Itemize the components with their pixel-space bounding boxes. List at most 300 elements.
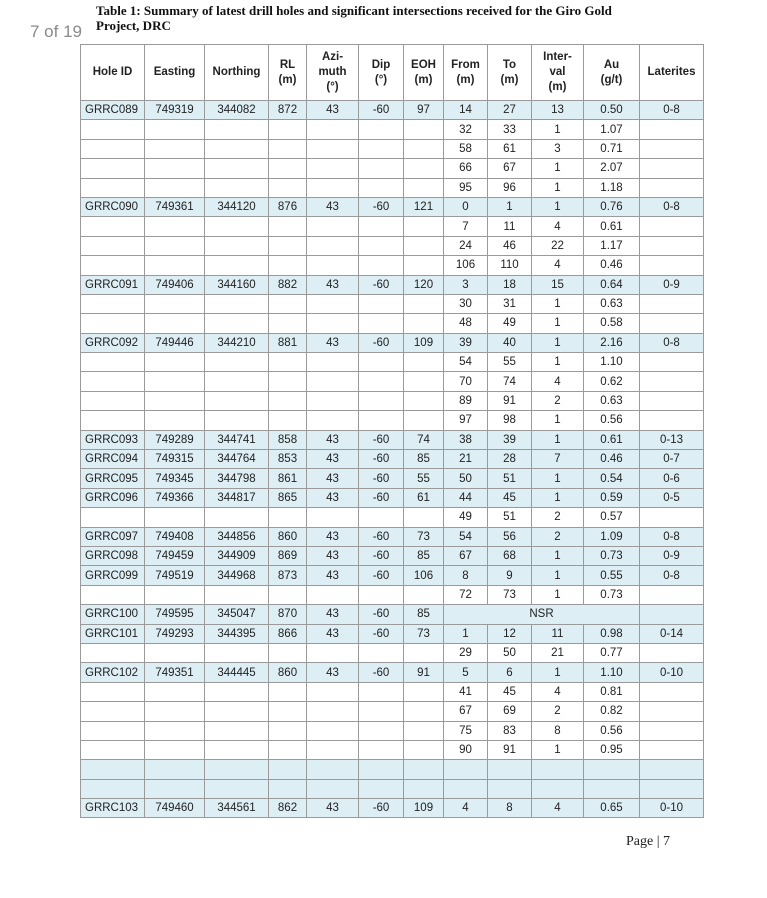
table-cell: 50 <box>444 469 488 488</box>
table-cell: -60 <box>359 469 404 488</box>
table-cell <box>307 294 359 313</box>
table-cell: 30 <box>444 294 488 313</box>
column-header <box>640 45 704 101</box>
table-cell <box>145 372 205 391</box>
table-cell <box>640 605 704 624</box>
table-cell <box>269 411 307 430</box>
table-cell: 74 <box>488 372 532 391</box>
table-cell: 43 <box>307 799 359 818</box>
table-cell: GRRC090 <box>81 197 145 216</box>
table-cell <box>81 702 145 721</box>
column-header-text: (m) <box>456 73 475 86</box>
table-cell: 73 <box>404 527 444 546</box>
table-row <box>81 605 704 624</box>
table-cell: 0.46 <box>584 450 640 469</box>
table-row <box>81 294 704 313</box>
table-cell: 870 <box>269 605 307 624</box>
table-cell: -60 <box>359 605 404 624</box>
table-cell: 44 <box>444 488 488 507</box>
table-cell <box>81 760 145 779</box>
table-row <box>81 508 704 527</box>
table-cell <box>307 372 359 391</box>
table-cell <box>359 120 404 139</box>
table-row <box>81 120 704 139</box>
table-row <box>81 353 704 372</box>
column-header-text: Hole ID <box>92 66 133 78</box>
table-cell: 56 <box>488 527 532 546</box>
table-cell <box>269 372 307 391</box>
table-cell <box>145 740 205 759</box>
table-cell: 61 <box>404 488 444 507</box>
column-header-text: To <box>502 58 517 71</box>
table-cell: 0.95 <box>584 740 640 759</box>
table-cell: 49 <box>488 314 532 333</box>
table-cell <box>145 508 205 527</box>
table-cell: 0.81 <box>584 682 640 701</box>
table-cell: 67 <box>444 546 488 565</box>
table-cell: 1 <box>532 197 584 216</box>
table-cell <box>307 236 359 255</box>
table-cell: 345047 <box>205 605 269 624</box>
table-cell: 0-8 <box>640 101 704 120</box>
table-cell <box>640 217 704 236</box>
table-cell: 8 <box>444 566 488 585</box>
table-cell: 344741 <box>205 430 269 449</box>
table-cell: 0.58 <box>584 314 640 333</box>
table-cell <box>269 159 307 178</box>
table-cell: 2.16 <box>584 333 640 352</box>
table-cell: 0.56 <box>584 411 640 430</box>
table-cell: GRRC092 <box>81 333 145 352</box>
table-cell <box>532 760 584 779</box>
column-header <box>359 45 404 101</box>
table-cell: GRRC102 <box>81 663 145 682</box>
table-row <box>81 197 704 216</box>
table-cell: -60 <box>359 663 404 682</box>
table-row <box>81 702 704 721</box>
table-row <box>81 430 704 449</box>
table-cell <box>145 256 205 275</box>
table-cell: 70 <box>444 372 488 391</box>
page-number: Page | 7 <box>626 834 671 849</box>
table-cell: GRRC094 <box>81 450 145 469</box>
table-cell: 95 <box>444 178 488 197</box>
table-cell: 344856 <box>205 527 269 546</box>
table-cell <box>269 314 307 333</box>
table-cell: 91 <box>404 663 444 682</box>
table-row <box>81 566 704 585</box>
table-cell: 344160 <box>205 275 269 294</box>
table-cell: -60 <box>359 566 404 585</box>
table-cell <box>307 740 359 759</box>
table-cell <box>640 508 704 527</box>
table-cell <box>359 353 404 372</box>
table-cell: 0-8 <box>640 566 704 585</box>
table-cell <box>307 508 359 527</box>
table-cell <box>205 236 269 255</box>
table-cell: 85 <box>404 450 444 469</box>
table-cell: 749595 <box>145 605 205 624</box>
table-cell: 0.98 <box>584 624 640 643</box>
table-cell: 4 <box>532 256 584 275</box>
table-cell: 22 <box>532 236 584 255</box>
table-row <box>81 372 704 391</box>
table-cell: 1 <box>532 178 584 197</box>
table-cell <box>205 702 269 721</box>
table-cell <box>404 508 444 527</box>
table-cell <box>640 120 704 139</box>
table-cell: 55 <box>488 353 532 372</box>
table-cell <box>145 236 205 255</box>
table-cell <box>145 760 205 779</box>
column-header-text: Easting <box>153 66 196 78</box>
table-cell <box>205 139 269 158</box>
table-cell <box>359 508 404 527</box>
table-cell <box>205 178 269 197</box>
table-cell <box>640 236 704 255</box>
table-cell <box>307 411 359 430</box>
table-cell <box>205 256 269 275</box>
column-header <box>584 45 640 101</box>
column-header-text: (g/t) <box>600 73 623 86</box>
table-cell <box>307 217 359 236</box>
table-cell: -60 <box>359 275 404 294</box>
table-row <box>81 779 704 798</box>
column-header <box>404 45 444 101</box>
table-cell: 21 <box>444 450 488 469</box>
table-cell <box>307 702 359 721</box>
table-cell: 749289 <box>145 430 205 449</box>
table-cell <box>81 314 145 333</box>
table-cell <box>640 159 704 178</box>
table-cell: 43 <box>307 469 359 488</box>
table-cell: 344968 <box>205 566 269 585</box>
table-cell: 27 <box>488 101 532 120</box>
table-cell: 881 <box>269 333 307 352</box>
table-cell <box>205 508 269 527</box>
table-cell: 43 <box>307 605 359 624</box>
table-cell <box>205 314 269 333</box>
table-cell <box>640 702 704 721</box>
table-cell: 1 <box>532 353 584 372</box>
table-cell: 121 <box>404 197 444 216</box>
table-cell: 344764 <box>205 450 269 469</box>
table-cell <box>269 139 307 158</box>
table-cell: 43 <box>307 101 359 120</box>
table-cell: 12 <box>488 624 532 643</box>
column-header <box>81 45 145 101</box>
table-cell: 861 <box>269 469 307 488</box>
table-cell <box>359 178 404 197</box>
table-cell: 68 <box>488 546 532 565</box>
table-cell <box>444 760 488 779</box>
table-cell <box>205 411 269 430</box>
table-cell: 0.73 <box>584 585 640 604</box>
table-cell <box>359 411 404 430</box>
table-cell: 1 <box>532 411 584 430</box>
table-cell: 749406 <box>145 275 205 294</box>
table-cell <box>81 411 145 430</box>
table-cell: 97 <box>404 101 444 120</box>
table-cell: 43 <box>307 488 359 507</box>
table-cell: GRRC097 <box>81 527 145 546</box>
table-row <box>81 275 704 294</box>
table-cell <box>81 585 145 604</box>
table-cell: 749315 <box>145 450 205 469</box>
table-cell <box>359 740 404 759</box>
table-cell: 0 <box>444 197 488 216</box>
table-cell <box>269 585 307 604</box>
table-cell: GRRC091 <box>81 275 145 294</box>
table-cell <box>532 779 584 798</box>
table-cell: 120 <box>404 275 444 294</box>
table-cell: 8 <box>488 799 532 818</box>
table-cell <box>81 139 145 158</box>
column-header-text: Laterites <box>647 66 696 78</box>
table-row <box>81 333 704 352</box>
table-cell <box>145 779 205 798</box>
table-cell: 91 <box>488 740 532 759</box>
table-cell <box>359 217 404 236</box>
table-cell: 749446 <box>145 333 205 352</box>
table-cell: 43 <box>307 333 359 352</box>
table-cell: 872 <box>269 101 307 120</box>
table-cell: 4 <box>532 372 584 391</box>
table-cell <box>81 721 145 740</box>
column-header-text: (°) <box>374 73 388 86</box>
table-row <box>81 721 704 740</box>
table-cell: 69 <box>488 702 532 721</box>
table-cell: 344120 <box>205 197 269 216</box>
table-cell <box>307 314 359 333</box>
table-cell: 2 <box>532 702 584 721</box>
table-cell: 0.65 <box>584 799 640 818</box>
table-cell: 0-6 <box>640 469 704 488</box>
table-cell: 749361 <box>145 197 205 216</box>
table-cell: 2 <box>532 391 584 410</box>
table-cell: 49 <box>444 508 488 527</box>
table-cell: -60 <box>359 488 404 507</box>
column-header <box>488 45 532 101</box>
table-cell: 51 <box>488 469 532 488</box>
table-cell: 67 <box>488 159 532 178</box>
table-cell: GRRC096 <box>81 488 145 507</box>
table-body <box>81 101 704 818</box>
table-cell: 1 <box>444 624 488 643</box>
table-row <box>81 101 704 120</box>
table-cell <box>269 120 307 139</box>
table-row <box>81 527 704 546</box>
table-cell <box>359 760 404 779</box>
table-cell: 7 <box>532 450 584 469</box>
table-cell: 749519 <box>145 566 205 585</box>
table-cell <box>404 256 444 275</box>
table-cell <box>640 178 704 197</box>
table-cell <box>359 682 404 701</box>
table-cell: 9 <box>488 566 532 585</box>
table-cell: 6 <box>488 663 532 682</box>
table-cell <box>640 760 704 779</box>
table-cell <box>359 372 404 391</box>
table-cell: 1 <box>532 120 584 139</box>
table-cell: 45 <box>488 682 532 701</box>
table-cell: 3 <box>444 275 488 294</box>
table-cell: 38 <box>444 430 488 449</box>
table-cell <box>307 585 359 604</box>
table-cell: 0.59 <box>584 488 640 507</box>
table-cell: 43 <box>307 430 359 449</box>
page-indicator: 7 of 19 <box>30 22 82 41</box>
table-cell <box>145 643 205 662</box>
table-cell: 0.63 <box>584 294 640 313</box>
table-cell <box>640 256 704 275</box>
table-cell: 0-8 <box>640 333 704 352</box>
table-cell: 14 <box>444 101 488 120</box>
table-cell <box>359 585 404 604</box>
table-cell: 4 <box>532 682 584 701</box>
table-cell <box>269 256 307 275</box>
table-cell: 749459 <box>145 546 205 565</box>
table-cell: 0.73 <box>584 546 640 565</box>
table-cell: 0.50 <box>584 101 640 120</box>
table-cell: 46 <box>488 236 532 255</box>
table-row <box>81 450 704 469</box>
table-cell: 8 <box>532 721 584 740</box>
table-cell <box>269 682 307 701</box>
table-cell: 0.76 <box>584 197 640 216</box>
column-header-text: Azi- <box>321 51 344 63</box>
table-cell: 29 <box>444 643 488 662</box>
table-row <box>81 391 704 410</box>
table-cell <box>145 217 205 236</box>
table-cell <box>145 120 205 139</box>
table-cell: 749293 <box>145 624 205 643</box>
table-cell: 43 <box>307 663 359 682</box>
table-cell <box>584 779 640 798</box>
table-cell <box>404 314 444 333</box>
table-cell: 1 <box>532 314 584 333</box>
column-header <box>307 45 359 101</box>
table-cell <box>404 391 444 410</box>
table-cell <box>404 760 444 779</box>
table-cell <box>145 721 205 740</box>
table-cell <box>359 391 404 410</box>
table-cell: 0.64 <box>584 275 640 294</box>
column-header-text: Northing <box>212 66 261 78</box>
column-header <box>532 45 584 101</box>
table-cell: 749366 <box>145 488 205 507</box>
table-cell <box>145 294 205 313</box>
table-cell <box>205 159 269 178</box>
table-cell: 0-10 <box>640 799 704 818</box>
table-cell: GRRC103 <box>81 799 145 818</box>
table-cell <box>404 236 444 255</box>
table-cell <box>205 372 269 391</box>
table-cell: 54 <box>444 353 488 372</box>
table-cell: 48 <box>444 314 488 333</box>
table-cell <box>359 256 404 275</box>
table-cell: 43 <box>307 275 359 294</box>
table-cell: 75 <box>444 721 488 740</box>
table-cell <box>404 682 444 701</box>
table-cell <box>205 643 269 662</box>
table-cell <box>359 314 404 333</box>
table-cell: 0-9 <box>640 275 704 294</box>
table-cell <box>640 353 704 372</box>
table-cell <box>269 760 307 779</box>
table-cell: 24 <box>444 236 488 255</box>
table-cell <box>404 721 444 740</box>
table-cell: 858 <box>269 430 307 449</box>
table-cell: 1 <box>532 159 584 178</box>
column-header-text: EOH <box>411 58 436 71</box>
table-cell <box>145 585 205 604</box>
table-cell <box>359 721 404 740</box>
table-row <box>81 682 704 701</box>
table-cell: 0.57 <box>584 508 640 527</box>
table-cell: 344210 <box>205 333 269 352</box>
table-cell: 1.10 <box>584 663 640 682</box>
table-cell <box>205 391 269 410</box>
table-cell: 1 <box>532 546 584 565</box>
table-cell: 0.55 <box>584 566 640 585</box>
table-cell: 876 <box>269 197 307 216</box>
table-cell: 0-10 <box>640 663 704 682</box>
table-cell: 0-8 <box>640 527 704 546</box>
table-cell: 1 <box>532 469 584 488</box>
nsr-cell: NSR <box>444 605 640 624</box>
table-cell: 33 <box>488 120 532 139</box>
table-cell: 344817 <box>205 488 269 507</box>
table-row <box>81 799 704 818</box>
table-cell <box>81 256 145 275</box>
table-cell <box>205 585 269 604</box>
table-cell: 2 <box>532 508 584 527</box>
table-cell <box>640 139 704 158</box>
table-cell <box>307 760 359 779</box>
table-cell: 13 <box>532 101 584 120</box>
table-cell <box>145 178 205 197</box>
table-row <box>81 740 704 759</box>
table-cell: 749460 <box>145 799 205 818</box>
table-cell <box>640 314 704 333</box>
table-cell: 749408 <box>145 527 205 546</box>
table-cell <box>404 120 444 139</box>
table-cell: 1 <box>532 585 584 604</box>
table-cell: 0.46 <box>584 256 640 275</box>
table-cell: 5 <box>444 663 488 682</box>
table-cell: 1 <box>532 294 584 313</box>
table-cell: 344082 <box>205 101 269 120</box>
table-cell <box>404 643 444 662</box>
table-cell: 3 <box>532 139 584 158</box>
table-cell: 72 <box>444 585 488 604</box>
table-cell: 0.71 <box>584 139 640 158</box>
table-cell <box>205 353 269 372</box>
column-header-text: muth <box>318 66 347 78</box>
table-cell: 43 <box>307 527 359 546</box>
table-cell: 749319 <box>145 101 205 120</box>
table-cell <box>145 411 205 430</box>
table-cell <box>269 721 307 740</box>
table-row <box>81 663 704 682</box>
table-cell <box>404 779 444 798</box>
table-cell <box>359 294 404 313</box>
table-cell: -60 <box>359 450 404 469</box>
table-cell <box>81 120 145 139</box>
table-cell: 0.54 <box>584 469 640 488</box>
table-cell: -60 <box>359 430 404 449</box>
